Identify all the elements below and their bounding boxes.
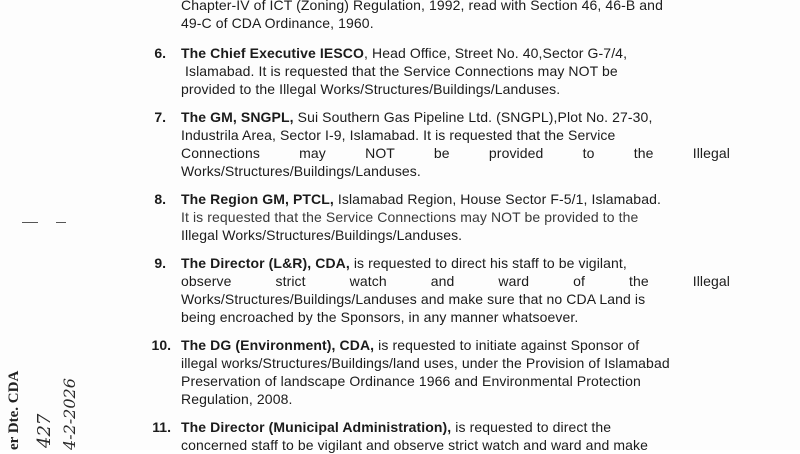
margin-mark: [56, 222, 66, 223]
margin-mark: [22, 222, 38, 223]
intro-line: Chapter-IV of ICT (Zoning) Regulation, 1992, read with Section 46, 46-B and: [181, 0, 663, 13]
item-number: 11.: [152, 419, 171, 435]
item-line: Industrila Area, Sector I-9, Islamabad. It is requested that the Service: [181, 127, 616, 143]
item-line: Illegal Works/Structures/Buildings/Landuses.: [181, 227, 463, 243]
item-line: Works/Structures/Buildings/Landuses.: [181, 163, 421, 179]
item-line: The Director (Municipal Administration), is requested to direct the: [181, 419, 612, 435]
item-number: 8.: [154, 191, 166, 207]
item-heading: The Director (L&R), CDA,: [181, 255, 350, 271]
item-number: 10.: [151, 337, 171, 353]
item-line: observe strict watch and ward of the Illegal: [181, 273, 730, 289]
receipt-stamp: [0, 344, 100, 450]
item-line: Islamabad. It is requested that the Service Connections may NOT be: [185, 63, 618, 79]
stamp-printed-text: er Dte. CDA: [6, 370, 22, 450]
item-line: concerned staff to be vigilant and observe strict watch and ward and make: [181, 437, 648, 453]
item-number: 7.: [154, 109, 166, 125]
item-line: The Director (L&R), CDA, is requested to direct his staff to be vigilant,: [181, 255, 627, 271]
stamp-handwritten-date: 4-2-2026: [60, 378, 79, 450]
item-heading: The DG (Environment), CDA,: [181, 337, 375, 353]
item-line: Works/Structures/Buildings/Landuses and make sure that no CDA Land is: [181, 291, 646, 307]
item-line: Preservation of landscape Ordinance 1966 and Environmental Protection: [181, 373, 641, 389]
item-line: The Region GM, PTCL, Islamabad Region, House Sector F-5/1, Islamabad.: [181, 191, 661, 207]
item-line: being encroached by the Sponsors, in any manner whatsoever.: [181, 309, 579, 325]
stamp-handwritten-number: 427: [34, 413, 55, 448]
item-line: It is requested that the Service Connections may NOT be provided to the: [181, 209, 639, 225]
item-line: illegal works/Structures/Buildings/land uses, under the Provision of Islamabad: [181, 355, 670, 371]
item-heading: The Director (Municipal Administration),: [181, 419, 452, 435]
item-line: Regulation, 2008.: [181, 391, 293, 407]
item-line: The DG (Environment), CDA, is requested to initiate against Sponsor of: [181, 337, 640, 353]
item-line: provided to the Illegal Works/Structures/Buildings/Landuses.: [181, 81, 561, 97]
item-line: Connections may NOT be provided to the Illegal: [181, 145, 730, 161]
item-line: The Chief Executive IESCO, Head Office, Street No. 40,Sector G-7/4,: [181, 45, 628, 61]
item-number: 6.: [154, 45, 166, 61]
item-number: 9.: [154, 255, 166, 271]
item-line: The GM, SNGPL, Sui Southern Gas Pipeline Ltd. (SNGPL),Plot No. 27-30,: [181, 109, 653, 125]
item-heading: The GM, SNGPL,: [181, 109, 294, 125]
item-heading: The Chief Executive IESCO: [181, 45, 364, 61]
intro-line: 49-C of CDA Ordinance, 1960.: [181, 15, 374, 31]
item-heading: The Region GM, PTCL,: [181, 191, 334, 207]
